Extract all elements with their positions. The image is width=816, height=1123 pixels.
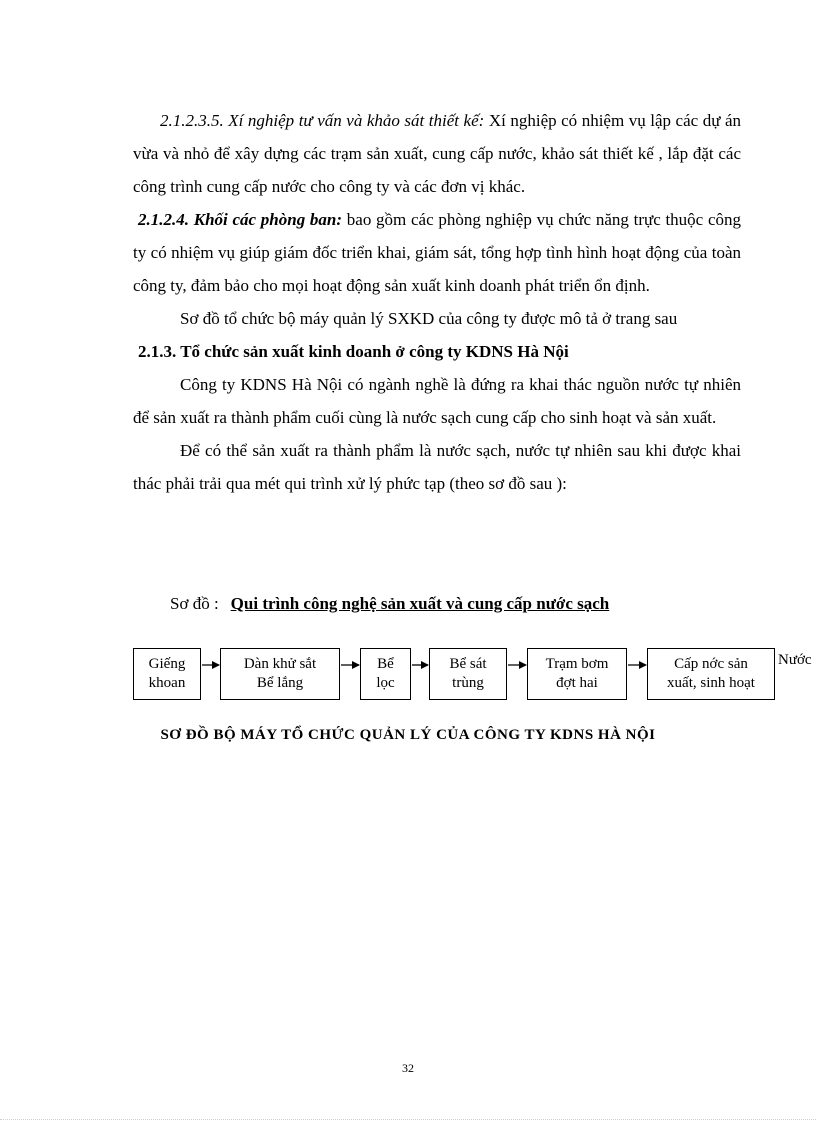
section-heading-2-1-3: 2.1.3. Tổ chức sản xuất kinh doanh ở công ty KDNS Hà Nội (138, 342, 569, 361)
flow-step-line1: Bể sát (449, 656, 487, 672)
flow-step-tram-bom (527, 648, 627, 700)
diagram-title: Qui trình công nghệ sản xuất và cung cấp nước sạch (230, 594, 610, 613)
flow-step-line1: Bể (377, 656, 394, 672)
flow-step-line1: Trạm bơm (545, 656, 609, 672)
page-number: 32 (402, 1061, 414, 1075)
paragraph-text: Xí nghiệp có nhiệm vụ lập các dự án vừa và nhỏ để xây dựng các trạm sản xuất, cung cấp nước, khảo sát thiết kế , lắp đặt các công trình cung cấp nước cho công ty và các đơn vị khác. (133, 111, 741, 196)
flow-step-cap-nuoc (647, 648, 775, 700)
flow-output-label: Nước (778, 652, 812, 668)
flow-step-dan-khu-sat (220, 648, 340, 700)
flow-step-line2: đợt hai (556, 675, 598, 691)
flow-step-line1: Giếng (148, 656, 186, 672)
org-chart-heading: SƠ ĐỒ BỘ MÁY TỔ CHỨC QUẢN LÝ CỦA CÔNG TY KDNS HÀ NỘI (160, 727, 656, 743)
flow-step-line1: Cấp nớc sản (674, 656, 748, 672)
flow-step-line1: Dàn khử sắt (243, 656, 317, 672)
section-heading-2-1-2-4: 2.1.2.4. Khối các phòng ban: (138, 210, 343, 229)
paragraph-khoi-phong-ban (133, 203, 741, 302)
flow-step-line2: Bể lắng (256, 675, 304, 691)
flow-step-be-loc (360, 648, 411, 700)
paragraph-text: bao gồm các phòng nghiệp vụ chức năng trực thuộc công ty có nhiệm vụ giúp giám đốc triển khai, giám sát, tổng hợp tình hình hoạt động của toàn công ty, đảm bảo cho mọi hoạt động sản xuất kinh doanh phát triển ổn định. (133, 210, 742, 295)
flow-step-line2: lọc (376, 675, 395, 691)
paragraph-cong-ty-kdns: Công ty KDNS Hà Nội có ngành nghề là đứng ra khai thác nguồn nước tự nhiên để sản xuất ra thành phẩm cuối cùng là nước sạch cung cấp cho sinh hoạt và sản xuất. (133, 375, 741, 427)
body-text (133, 104, 741, 500)
paragraph-qui-trinh: Để có thể sản xuất ra thành phẩm là nước sạch, nước tự nhiên sau khi được khai thác phải trải qua mét qui trình xử lý phức tạp (theo sơ đồ sau ): (133, 441, 741, 493)
flow-step-line2: khoan (148, 675, 186, 691)
flow-step-be-sat-trung (429, 648, 507, 700)
flow-step-line2: trùng (452, 675, 484, 691)
diagram-caption (170, 591, 609, 617)
flow-step-line2: xuất, sinh hoạt (667, 675, 755, 691)
paragraph-xi-nghiep-tu-van (133, 104, 741, 203)
section-heading-2-1-2-3-5: 2.1.2.3.5. Xí nghiệp tư vấn và khảo sát thiết kế: (160, 111, 485, 130)
page-bottom-divider (0, 1119, 816, 1120)
flow-step-gieng-khoan (133, 648, 201, 700)
paragraph-so-do-to-chuc: Sơ đồ tổ chức bộ máy quản lý SXKD của công ty được mô tả ở trang sau (180, 309, 678, 328)
diagram-label: Sơ đồ : (170, 594, 219, 613)
